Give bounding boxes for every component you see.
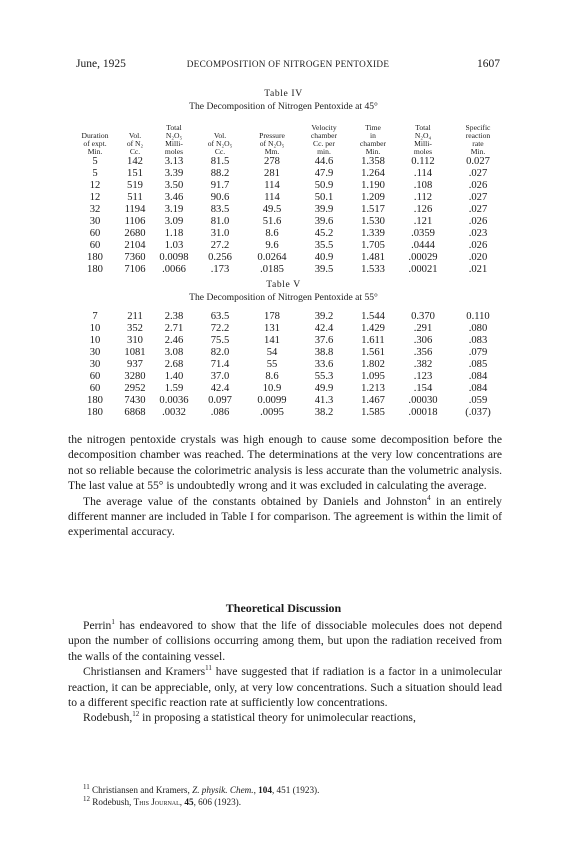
table-cell: 30 <box>89 216 101 227</box>
header-date: June, 1925 <box>76 58 126 70</box>
col-header-total-n2o5: Total N₂O₅ Milli- moles <box>164 123 184 156</box>
col-header-vol-n2: Vol. of N₂ Cc. <box>126 131 144 156</box>
table-cell: 1.544 <box>361 311 385 322</box>
table-row <box>73 395 507 407</box>
table-cell: 511 <box>127 192 143 203</box>
table-cell: .173 <box>210 264 230 275</box>
table-cell: 40.9 <box>314 252 334 263</box>
table-cell: 5 <box>92 168 98 179</box>
table-cell: 51.6 <box>262 216 282 227</box>
table-cell: 60 <box>89 383 101 394</box>
table-cell: 8.6 <box>265 371 279 382</box>
table-cell: 310 <box>127 335 143 346</box>
table4 <box>73 114 507 276</box>
table-cell: 141 <box>264 335 280 346</box>
table-cell: 352 <box>127 323 143 334</box>
table-cell: 180 <box>87 407 103 418</box>
table-cell: .026 <box>468 240 488 251</box>
table-cell: 519 <box>127 180 143 191</box>
table-cell: 1.705 <box>361 240 385 251</box>
col-header-time: Time in chamber Min. <box>359 123 387 156</box>
table-cell: 9.6 <box>265 240 279 251</box>
footnote-ref-12: 12 <box>132 710 140 719</box>
table-cell: 39.2 <box>314 311 334 322</box>
table-row <box>73 156 507 168</box>
table-cell: 0.370 <box>411 311 435 322</box>
table4-label: Table IV <box>264 88 303 99</box>
table-cell: .00029 <box>408 252 438 263</box>
paragraph-2-part-b: in an entirely different manner are included in Table I for comparison. The agreement is within the limit of experimental accuracy. <box>68 494 502 539</box>
table4-header-row <box>73 114 507 156</box>
table-row <box>73 252 507 264</box>
table-cell: .123 <box>413 371 433 382</box>
table-cell: 10.9 <box>262 383 282 394</box>
table-cell: .382 <box>413 359 433 370</box>
table-cell: 131 <box>264 323 280 334</box>
table-cell: 12 <box>89 180 101 191</box>
table-cell: 30 <box>89 347 101 358</box>
table-row <box>73 407 507 419</box>
table-cell: 2.68 <box>164 359 184 370</box>
table-cell: 60 <box>89 240 101 251</box>
table-cell: 10 <box>89 323 101 334</box>
table-cell: .084 <box>468 383 488 394</box>
table-cell: .306 <box>413 335 433 346</box>
table-cell: 3.09 <box>164 216 184 227</box>
table-cell: .026 <box>468 216 488 227</box>
table-cell: .112 <box>413 192 433 203</box>
table-cell: 39.9 <box>314 204 334 215</box>
table-cell: .020 <box>468 252 488 263</box>
table-cell: 1.467 <box>361 395 385 406</box>
table-row <box>73 180 507 192</box>
table-cell: 38.2 <box>314 407 334 418</box>
table-row <box>73 216 507 228</box>
table-cell: .027 <box>468 168 488 179</box>
table-cell: 937 <box>127 359 143 370</box>
table-row <box>73 371 507 383</box>
footnotes <box>83 784 503 808</box>
table-cell: 1.429 <box>361 323 385 334</box>
table-cell: 31.0 <box>210 228 230 239</box>
table-cell: 1.213 <box>361 383 385 394</box>
table-cell: 33.6 <box>314 359 334 370</box>
table-cell: 41.3 <box>314 395 334 406</box>
table-cell: .083 <box>468 335 488 346</box>
page-header <box>76 58 500 72</box>
table-cell: 6868 <box>124 407 146 418</box>
table-cell: 1194 <box>124 204 146 215</box>
table-cell: 0.112 <box>411 156 435 167</box>
table5-title: The Decomposition of Nitrogen Pentoxide at 55° <box>189 292 378 303</box>
table-cell: 1.59 <box>164 383 184 394</box>
paragraph-5 <box>68 710 502 725</box>
table-cell: .0095 <box>260 407 284 418</box>
table-row <box>73 192 507 204</box>
table-cell: 42.4 <box>210 383 230 394</box>
col-header-pressure: Pressure of N₂O₅ Mm. <box>259 131 285 156</box>
table-cell: 75.5 <box>210 335 230 346</box>
table5-label: Table V <box>266 279 301 290</box>
table-cell: .021 <box>468 264 488 275</box>
table-cell: .080 <box>468 323 488 334</box>
table-cell: 180 <box>87 264 103 275</box>
table-cell: 1.802 <box>361 359 385 370</box>
table-cell: .126 <box>413 204 433 215</box>
page-number: 1607 <box>477 58 500 70</box>
table-cell: 1081 <box>124 347 146 358</box>
paragraph-2 <box>68 494 502 540</box>
paragraph-3 <box>68 618 502 664</box>
table-cell: 42.4 <box>314 323 334 334</box>
table-cell: 3.39 <box>164 168 184 179</box>
table-cell: 38.8 <box>314 347 334 358</box>
table-cell: .0359 <box>411 228 435 239</box>
table-row <box>73 383 507 395</box>
table-cell: 0.097 <box>208 395 232 406</box>
table-cell: 7 <box>92 311 98 322</box>
table-cell: 2.71 <box>164 323 184 334</box>
table-cell: 3.13 <box>164 156 184 167</box>
table-cell: 55 <box>266 359 278 370</box>
footnote-ref-11: 11 <box>205 664 212 673</box>
table-cell: 0.0036 <box>159 395 189 406</box>
table-cell: 1.03 <box>164 240 184 251</box>
paragraph-5-part-b: in proposing a statistical theory for unimolecular reactions, <box>139 711 416 725</box>
table-cell: 39.6 <box>314 216 334 227</box>
table-cell: 1.339 <box>361 228 385 239</box>
table-cell: 1.561 <box>361 347 385 358</box>
table-cell: 2.46 <box>164 335 184 346</box>
col-header-vol-n2o5: Vol. of N₂O₅ Cc. <box>207 131 233 156</box>
table-cell: 60 <box>89 228 101 239</box>
table-cell: 10 <box>89 335 101 346</box>
table-cell: .0444 <box>411 240 435 251</box>
table-cell: 1.358 <box>361 156 385 167</box>
table-cell: 71.4 <box>210 359 230 370</box>
table-cell: 82.0 <box>210 347 230 358</box>
table-cell: 12 <box>89 192 101 203</box>
table-row <box>73 228 507 240</box>
table-cell: 1.530 <box>361 216 385 227</box>
table-row <box>73 311 507 323</box>
paragraph-4 <box>68 664 502 710</box>
table-cell: .059 <box>468 395 488 406</box>
table-row <box>73 323 507 335</box>
table-cell: 81.0 <box>210 216 230 227</box>
footnote-12: $^{12}$ Rodebush, This Journal, 45, 606 (1923). <box>83 794 242 807</box>
col-header-rate: Specific reaction rate Min. <box>465 123 491 156</box>
table-cell: 35.5 <box>314 240 334 251</box>
table-cell: 0.0264 <box>257 252 287 263</box>
table-row <box>73 240 507 252</box>
table-cell: .154 <box>413 383 433 394</box>
paragraph-4-part-b: have suggested that if radiation is a factor in a unimolecular reaction, it can be appreciable, only, at very low concentrations. Such a situation should lead to a different specific reaction rate at sufficiently low concentrations. <box>68 665 502 710</box>
table-cell: 178 <box>264 311 280 322</box>
table-cell: 278 <box>264 156 280 167</box>
table5 <box>73 311 507 419</box>
table-cell: 49.9 <box>314 383 334 394</box>
table4-title: The Decomposition of Nitrogen Pentoxide at 45° <box>189 101 378 112</box>
table-cell: .023 <box>468 228 488 239</box>
table-cell: .086 <box>210 407 230 418</box>
table-cell: 0.110 <box>466 311 490 322</box>
table-cell: 1106 <box>124 216 146 227</box>
table-cell: .121 <box>413 216 433 227</box>
table-cell: 1.190 <box>361 180 385 191</box>
table-cell: 0.0099 <box>257 395 287 406</box>
table-row <box>73 264 507 276</box>
table-cell: 1.209 <box>361 192 385 203</box>
table-cell: 1.533 <box>361 264 385 275</box>
table-cell: 32 <box>89 204 101 215</box>
table-cell: 1.611 <box>361 335 385 346</box>
table-cell: 2952 <box>124 383 146 394</box>
table-cell: 180 <box>87 252 103 263</box>
table-cell: 3280 <box>124 371 146 382</box>
table-cell: 1.095 <box>361 371 385 382</box>
table-cell: 114 <box>264 192 280 203</box>
table-cell: 88.2 <box>210 168 230 179</box>
paragraph-3-part-b: has endeavored to show that the life of dissociable molecules does not depend upon the number of collisions occurring among them, but upon the radiation received from the walls of the containing vessel. <box>68 619 502 663</box>
footnote-ref-4: 4 <box>427 493 431 502</box>
paragraph-3-part-a: Perrin <box>83 619 112 632</box>
table-cell: 142 <box>127 156 143 167</box>
footnote-ref-1: 1 <box>111 618 115 627</box>
table-cell: 47.9 <box>314 168 334 179</box>
table-row <box>73 359 507 371</box>
table-cell: 37.0 <box>210 371 230 382</box>
table-cell: 7430 <box>124 395 146 406</box>
section-heading: Theoretical Discussion <box>225 601 342 615</box>
table-cell: 3.08 <box>164 347 184 358</box>
table-cell: 7360 <box>124 252 146 263</box>
table-cell: 5 <box>92 156 98 167</box>
table-cell: 1.585 <box>361 407 385 418</box>
table-cell: 63.5 <box>210 311 230 322</box>
table-cell: .026 <box>468 180 488 191</box>
table-cell: 27.2 <box>210 240 230 251</box>
table-cell: 211 <box>127 311 143 322</box>
table-cell: .027 <box>468 192 488 203</box>
table-cell: 50.9 <box>314 180 334 191</box>
col-header-total-n2o4: Total N₂O₄ Milli- moles <box>413 123 433 156</box>
table-cell: .079 <box>468 347 488 358</box>
table-cell: 3.50 <box>164 180 184 191</box>
table-cell: 0.256 <box>208 252 232 263</box>
table-cell: 7106 <box>124 264 146 275</box>
table-cell: .00018 <box>408 407 438 418</box>
table-cell: 1.264 <box>361 168 385 179</box>
table-row <box>73 335 507 347</box>
table-cell: 54 <box>266 347 278 358</box>
col-header-duration: Duration of expt. Min. <box>81 131 109 156</box>
table-row <box>73 204 507 216</box>
table-cell: 2680 <box>124 228 146 239</box>
table-cell: 90.6 <box>210 192 230 203</box>
table-cell: 0.0098 <box>159 252 189 263</box>
table-cell: 60 <box>89 371 101 382</box>
table-cell: .114 <box>413 168 433 179</box>
table-cell: 1.481 <box>361 252 385 263</box>
paragraph-1: the nitrogen pentoxide crystals was high enough to cause some decomposition before the decomposition chamber was reached. The determinations at the very low concentrations are not so reliable because the colorimetric analysis is less accurate than the volumetric analysis. The last value at 55° is undoubtedly wrong and it was excluded in calculating the average. <box>68 433 502 493</box>
paragraph-5-part-a: Rodebush, <box>83 711 133 725</box>
table-cell: .085 <box>468 359 488 370</box>
table-cell: 3.19 <box>164 204 184 215</box>
table-row <box>73 168 507 180</box>
body-text-bottom <box>68 618 502 726</box>
table-cell: 3.46 <box>164 192 184 203</box>
table-cell: 37.6 <box>314 335 334 346</box>
table-cell: 44.6 <box>314 156 334 167</box>
footnote-11: $^{11}$ Christiansen and Kramers, Z. physik. Chem., 104, 451 (1923). <box>83 782 320 795</box>
table-cell: 2104 <box>124 240 146 251</box>
paragraph-2-part-a: The average value of the constants obtained by Daniels and Johnston <box>83 494 428 508</box>
table-cell: 114 <box>264 180 280 191</box>
table-cell: 81.5 <box>210 156 230 167</box>
table-cell: 83.5 <box>210 204 230 215</box>
table-cell: 180 <box>87 395 103 406</box>
table-cell: 49.5 <box>262 204 282 215</box>
table-cell: 72.2 <box>210 323 230 334</box>
table-cell: 55.3 <box>314 371 334 382</box>
table-cell: .027 <box>468 204 488 215</box>
table-cell: 45.2 <box>314 228 334 239</box>
table-row <box>73 347 507 359</box>
paragraph-4-part-a: Christiansen and Kramers <box>83 665 206 679</box>
table-cell: .0032 <box>162 407 186 418</box>
table-cell: 50.1 <box>314 192 334 203</box>
table-cell: .291 <box>413 323 433 334</box>
table-cell: .356 <box>413 347 433 358</box>
col-header-velocity: Velocity chamber Cc. per min. <box>310 123 338 156</box>
table-cell: .0066 <box>162 264 186 275</box>
table-cell: .084 <box>468 371 488 382</box>
table-cell: 0.027 <box>466 156 490 167</box>
table-cell: 91.7 <box>210 180 230 191</box>
table-cell: .108 <box>413 180 433 191</box>
running-title: DECOMPOSITION OF NITROGEN PENTOXIDE <box>186 59 390 69</box>
table-cell: 1.517 <box>361 204 385 215</box>
table-cell: .00030 <box>408 395 438 406</box>
table-cell: .00021 <box>408 264 438 275</box>
table-cell: 30 <box>89 359 101 370</box>
table-cell: .0185 <box>260 264 284 275</box>
table-cell: 1.40 <box>164 371 184 382</box>
table-cell: (.037) <box>465 407 491 418</box>
table-cell: 151 <box>127 168 143 179</box>
table-cell: 281 <box>264 168 280 179</box>
table-cell: 8.6 <box>265 228 279 239</box>
body-text-top <box>68 432 502 540</box>
table-cell: 2.38 <box>164 311 184 322</box>
table-cell: 1.18 <box>164 228 184 239</box>
table-cell: 39.5 <box>314 264 334 275</box>
